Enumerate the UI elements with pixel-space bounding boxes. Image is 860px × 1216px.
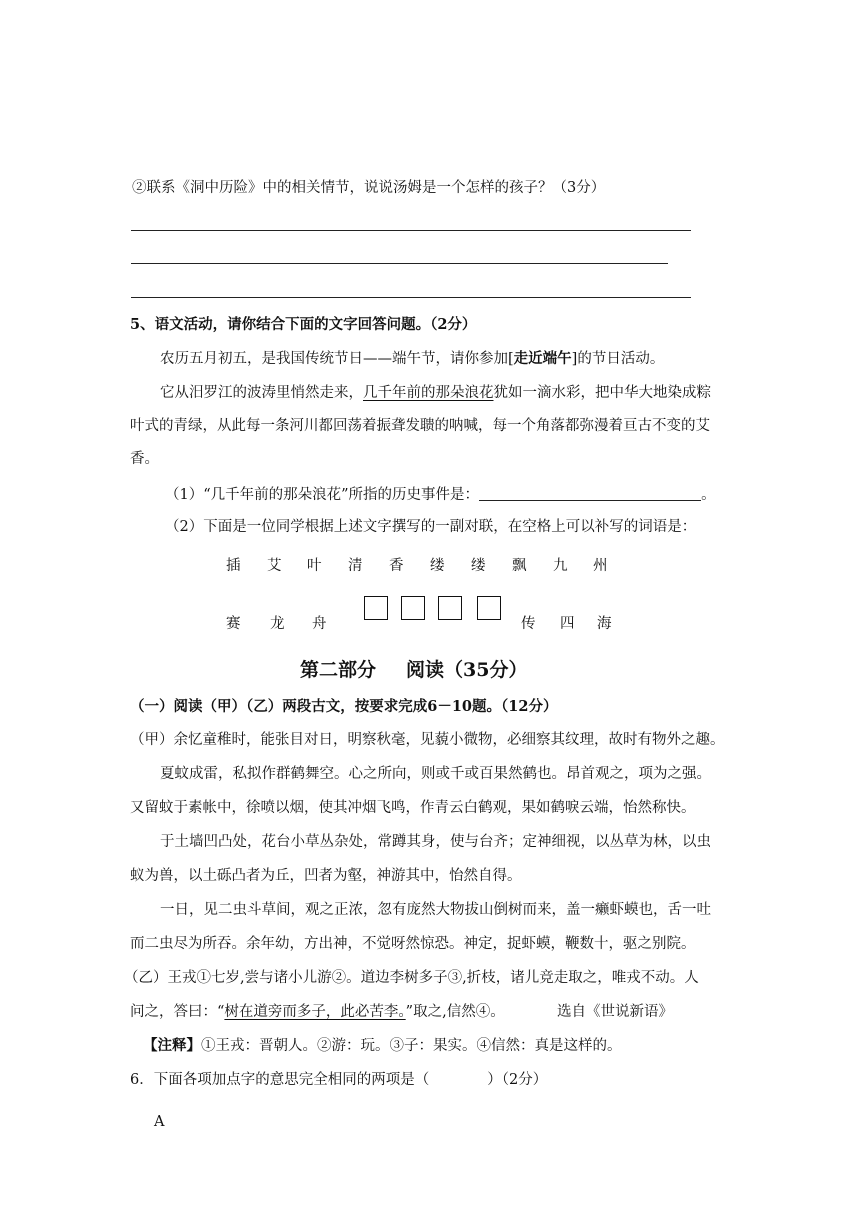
jia-line: 于土墙凹凸处，花台小草丛杂处，常蹲其身，使与台齐；定神细视，以丛草为林，以虫 bbox=[160, 834, 711, 850]
couplet-upper-char: 清 bbox=[348, 558, 363, 574]
jia-line: 蚁为兽，以土砾凸者为丘，凹者为壑，神游其中，怡然自得。 bbox=[130, 868, 522, 884]
yi-source: 选自《世说新语》 bbox=[557, 1004, 673, 1020]
q5-sub1-text: （1）“几千年前的那朵浪花”所指的历史事件是： bbox=[165, 487, 480, 503]
couplet-lower-char: 海 bbox=[597, 616, 612, 632]
q5-sub1-end: 。 bbox=[701, 487, 716, 503]
notes-label: 【注释】 bbox=[143, 1037, 201, 1054]
couplet-lower-char: 四 bbox=[560, 616, 575, 632]
q5-para1-post: ]的节日活动。 bbox=[571, 351, 665, 367]
couplet-upper-char: 叶 bbox=[307, 558, 322, 574]
couplet-upper-char: 飘 bbox=[512, 558, 527, 574]
jia-line: 又留蚊于素帐中，徐喷以烟，使其冲烟飞鸣，作青云白鹤观，果如鹤唳云端，怡然称快。 bbox=[130, 800, 696, 816]
couplet-upper-char: 缕 bbox=[430, 558, 445, 574]
part2-subtitle: 阅读（35分） bbox=[406, 659, 528, 681]
yi-line: （乙）王戎①七岁,尝与诸小儿游②。道边李树多子③,折枝，诸儿竞走取之，唯戎不动。人 bbox=[124, 970, 699, 986]
couplet-lower-char: 传 bbox=[521, 616, 536, 632]
couplet-lower-char: 赛 bbox=[226, 616, 241, 632]
couplet-answer-box[interactable] bbox=[401, 596, 425, 620]
couplet-upper-char: 九 bbox=[553, 558, 568, 574]
q5-sub2: （2）下面是一位同学根据上述文字撰写的一副对联，在空格上可以补写的词语是： bbox=[165, 519, 697, 535]
couplet-answer-box[interactable] bbox=[438, 596, 462, 620]
jia-line: （甲）余忆童稚时，能张目对日，明察秋毫，见藐小微物，必细察其纹理，故时有物外之趣。 bbox=[130, 732, 725, 748]
couplet-upper-char: 缕 bbox=[471, 558, 486, 574]
q5-para2-post: 犹如一滴水彩，把中华大地染成粽 bbox=[493, 385, 711, 401]
q5-para2-line1 bbox=[160, 386, 711, 401]
part2-title: 第二部分 bbox=[300, 659, 377, 681]
couplet-upper bbox=[0, 554, 860, 574]
q5-title: 5、语文活动，请你结合下面的文字回答问题。（2分） bbox=[130, 316, 477, 333]
answer-line-1 bbox=[131, 230, 691, 231]
q5-para2-line3: 香。 bbox=[130, 451, 159, 467]
q5-sub1-answer-blank[interactable] bbox=[479, 486, 701, 501]
q6-question: 6．下面各项加点字的意思完全相同的两项是（ ）（2分） bbox=[130, 1072, 548, 1088]
q5-para1-pre: 农历五月初五，是我国传统节日——端午节，请你参加[ bbox=[160, 351, 514, 367]
yi-line-2-post: ”取之,信然④。 bbox=[405, 1004, 505, 1020]
couplet-lower-char: 舟 bbox=[312, 616, 327, 632]
jia-line: 而二虫尽为所吞。余年幼，方出神，不觉呀然惊恐。神定，捉虾蟆，鞭数十，驱之别院。 bbox=[130, 936, 696, 952]
yi-line-2 bbox=[130, 1005, 505, 1020]
couplet-answer-box[interactable] bbox=[364, 596, 388, 620]
couplet-answer-box[interactable] bbox=[477, 596, 501, 620]
q5-sub1 bbox=[165, 486, 716, 503]
jia-line: 夏蚊成雷，私拟作群鹤舞空。心之所向，则或千或百果然鹤也。昂首观之，项为之强。 bbox=[160, 766, 711, 782]
q5-para2-line2: 叶式的青绿，从此每一条河川都回荡着振聋发聩的呐喊，每一个角落都弥漫着亘古不变的艾 bbox=[130, 418, 710, 434]
jia-line: 一日，见二虫斗草间，观之正浓，忽有庞然大物拔山倒树而来，盖一癞虾蟆也，舌一吐 bbox=[160, 902, 711, 918]
couplet-lower bbox=[0, 612, 860, 632]
q6-option-a: A bbox=[154, 1114, 165, 1130]
notes bbox=[143, 1039, 622, 1054]
reading1-title: （一）阅读（甲）（乙）两段古文，按要求完成6－10题。（12分） bbox=[130, 698, 558, 715]
q5-para1 bbox=[160, 352, 664, 367]
q4-part2-question: ②联系《洞中历险》中的相关情节，说说汤姆是一个怎样的孩子？（3分） bbox=[132, 180, 606, 196]
yi-line-2-pre: 问之，答曰：“ bbox=[130, 1004, 225, 1020]
q5-para2-pre: 它从汨罗江的波涛里悄然走来， bbox=[160, 385, 363, 401]
couplet-lower-char: 龙 bbox=[270, 616, 285, 632]
couplet-upper-char: 艾 bbox=[267, 558, 282, 574]
answer-line-3 bbox=[131, 297, 691, 298]
answer-line-2 bbox=[131, 263, 668, 264]
notes-text: ①王戎：晋朝人。②游：玩。③子：果实。④信然：真是这样的。 bbox=[201, 1038, 622, 1054]
q5-underlined-phrase: 几千年前的那朵浪花 bbox=[363, 385, 494, 401]
part2-heading bbox=[300, 655, 527, 682]
yi-underlined-sentence: 树在道旁而多子，此必苦李。 bbox=[224, 1004, 406, 1020]
couplet-upper-char: 插 bbox=[226, 558, 241, 574]
q5-activity-name: 走近端午 bbox=[513, 350, 572, 367]
couplet-upper-char: 香 bbox=[389, 558, 404, 574]
couplet-upper-char: 州 bbox=[593, 558, 608, 574]
